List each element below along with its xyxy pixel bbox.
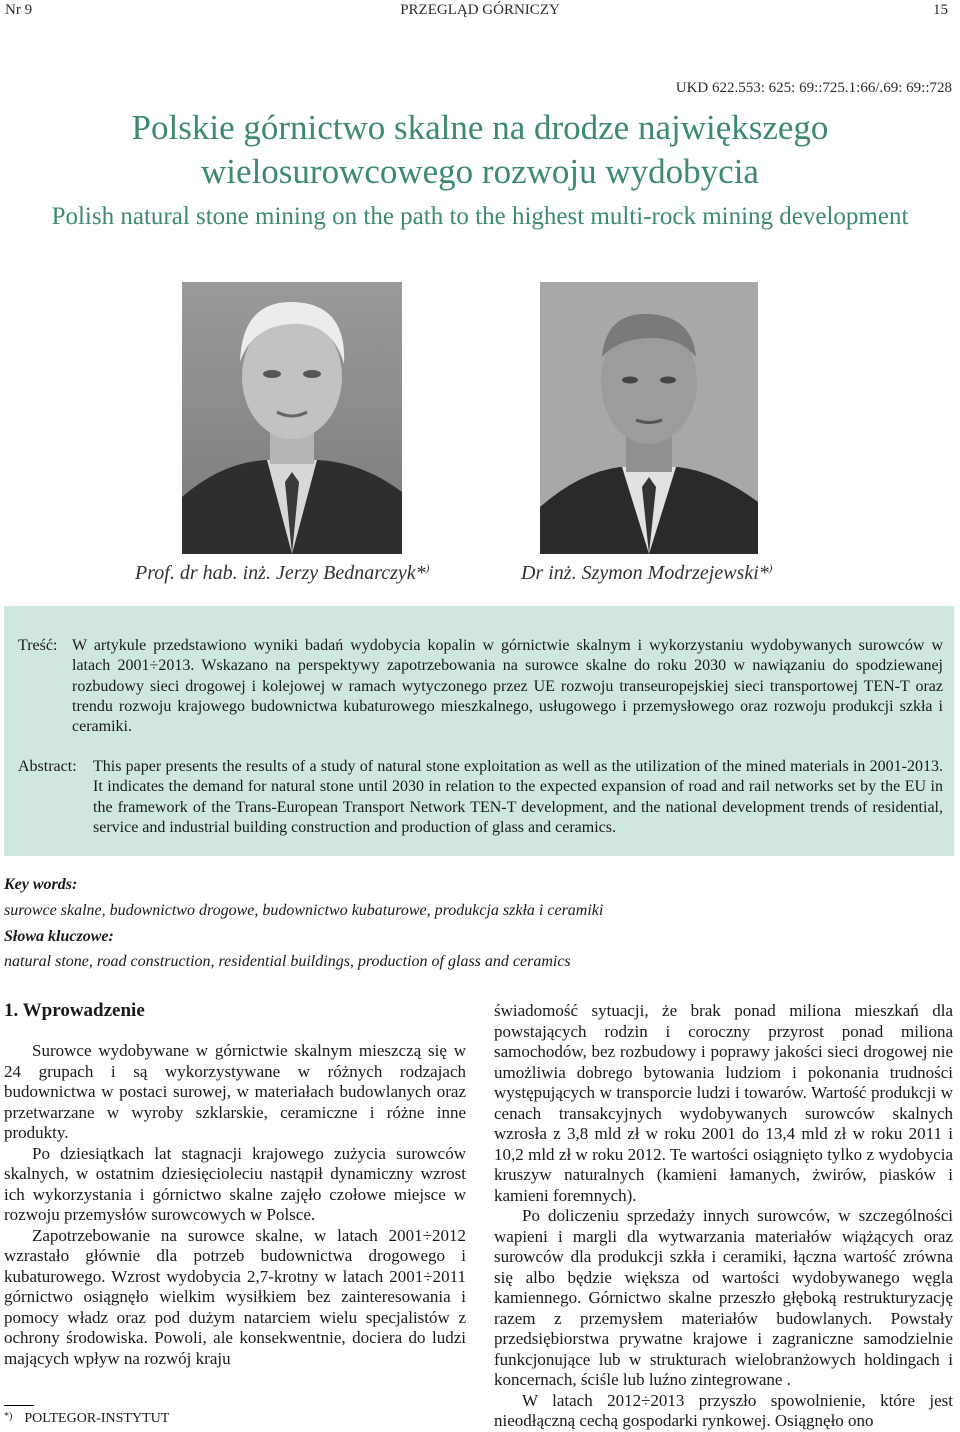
paragraph: Zapotrzebowanie na surowce skalne, w latach 2001÷2012 wzrastało głównie dla potrzeb budownictwa drogowego i kubaturowego. Wzrost wydobycia 2,7-krotny w latach 2001÷2011 górnictwo osiągnęło wielkim wysiłkiem bez zainteresowania i pomocy władz oraz pod dużym natarciem wielu specjalistów z ochrony środowiska. Powoli, ale konsekwentnie, dociera do ludzi mających wpływ na rozwój kraju (4, 1225, 466, 1368)
issue-number: Nr 9 (5, 2, 33, 18)
title-english: Polish natural stone mining on the path to the highest multi-rock mining development (51, 203, 909, 230)
ukd-code: UKD 622.553: 625: 69::725.1:66/.69: 69::728 (675, 80, 952, 96)
author-photo-bednarczyk (182, 282, 402, 554)
paragraph: Po dziesiątkach lat stagnacji krajowego zużycia surowców skalnych, w ostatnim dziesięcioleciu nastąpił dynamiczny wzrost ich wykorzystania i górnictwo skalne zajęło czołowe miejsce w rozwoju przemysłów surowcowych w Polsce. (4, 1143, 466, 1224)
keywords-pl-label: Słowa kluczowe: (4, 928, 114, 945)
footnote-mark: *) (4, 1411, 13, 1422)
abstract-english (18, 757, 943, 838)
footnote-text: POLTEGOR-INSTYTUT (24, 1411, 170, 1426)
summary-polish (18, 636, 943, 737)
paragraph: Po doliczeniu sprzedaży innych surowców, w szczególności wapieni i margli dla wytwarzania materiałów wiążących oraz surowców dla produkcji szkła i ceramiki, łączna wartość zrówna się albo będzie większa od wartości wydobywanego węgla kamiennego. Górnictwo skalne przeszło głęboką restrukturyzację razem z przemysłem materiałów budowlanych. Powstały przedsiębiorstwa prywatne krajowe i zagraniczne samodzielnie funkcjonujące lub w strukturach wielobranżowych holdingach i koncernach, ściśle lub luźno zintegrowane . (494, 1206, 953, 1389)
abstract-text: This paper presents the results of a study of natural stone exploitation as well as the utilization of the mined materials in 2001-2013. It indicates the demand for natural stone until 2030 in relation to the expected expansion of road and rail networks set by the EU in the framework of the Trans-European Transport Network TEN-T development, and the national development trends of residential, service and industrial building construction and production of glass and ceramics. (93, 758, 943, 836)
paragraph: świadomość sytuacji, że brak ponad miliona mieszkań dla powstających rodzin i coroczny przyrost ponad miliona samochodów, bez rozbudowy i poprawy jakości sieci drogowej nie umożliwia dobrego bytowania ludziom i pokonania trudności występujących w transporcie ludzi i towarów. Wartość produkcji w cenach transakcyjnych wydobywanych surowców skalnych wzrosła z 3,8 mld zł w roku 2001 do 13,4 mld zł w roku 2011 i 10,2 mld zł w roku 2012. Te wartości osiągnięto tylko z wydobycia kruszyw naturalnych (kamieni łamanych, żwirów, piasków i kamieni foremnych). (494, 1001, 953, 1205)
journal-name: PRZEGLĄD GÓRNICZY (400, 2, 560, 18)
paragraph: W latach 2012÷2013 przyszło spowolnienie, które jest nieodłączną cechą gospodarki rynkowej. Osiągnęło ono (494, 1390, 953, 1430)
footnote (4, 1411, 169, 1427)
keywords-label: Key words: (4, 876, 78, 893)
summary-text: W artykule przedstawiono wyniki badań wydobycia kopalin w górnictwie skalnym i wykorzystaniu wydobywanych surowców w latach 2001÷2013. Wskazano na perspektywy zapotrzebowania na surowce skalne do roku 2030 w nawiązaniu do spodziewanej rozbudowy sieci drogowej i kolejowej w ramach wytyczonego przez UE rozwoju transeuropejskiej sieci transportowej TEN-T oraz trendu rozwoju krajowego budownictwa kubaturowego mieszkalnego, usługowego i przemysłowego oraz rozwoju produkcji szkła i ceramiki. (72, 637, 943, 736)
body-column-right (494, 1001, 953, 1432)
summary-label: Treść: (18, 637, 58, 654)
author-photo-modrzejewski (540, 282, 758, 554)
page-number: 15 (933, 2, 948, 18)
author-name-1: Prof. dr hab. inż. Jerzy Bednarczyk*) (135, 562, 430, 584)
body-column-left (4, 1041, 466, 1369)
keywords-text: surowce skalne, budownictwo drogowe, budownictwo kubaturowe, produkcja szkła i ceramiki (4, 902, 604, 919)
paragraph: Surowce wydobywane w górnictwie skalnym mieszczą się w 24 grupach i są wykorzystywane w różnych rodzajach budownictwa w postaci surowej, w materiałach budowlanych oraz przetwarzane w wyroby szklarskie, ceramiczne i różne inne produkty. (4, 1041, 466, 1142)
abstract-label: Abstract: (18, 758, 77, 775)
author-name-2: Dr inż. Szymon Modrzejewski*) (521, 562, 773, 584)
section-heading: 1. Wprowadzenie (4, 1000, 145, 1021)
title-polish: Polskie górnictwo skalne na drodze największego wielosurowcowego rozwoju wydobycia (131, 108, 829, 191)
keywords-pl-text: natural stone, road construction, residential buildings, production of glass and ceramics (4, 953, 571, 970)
footnote-rule (4, 1405, 34, 1406)
